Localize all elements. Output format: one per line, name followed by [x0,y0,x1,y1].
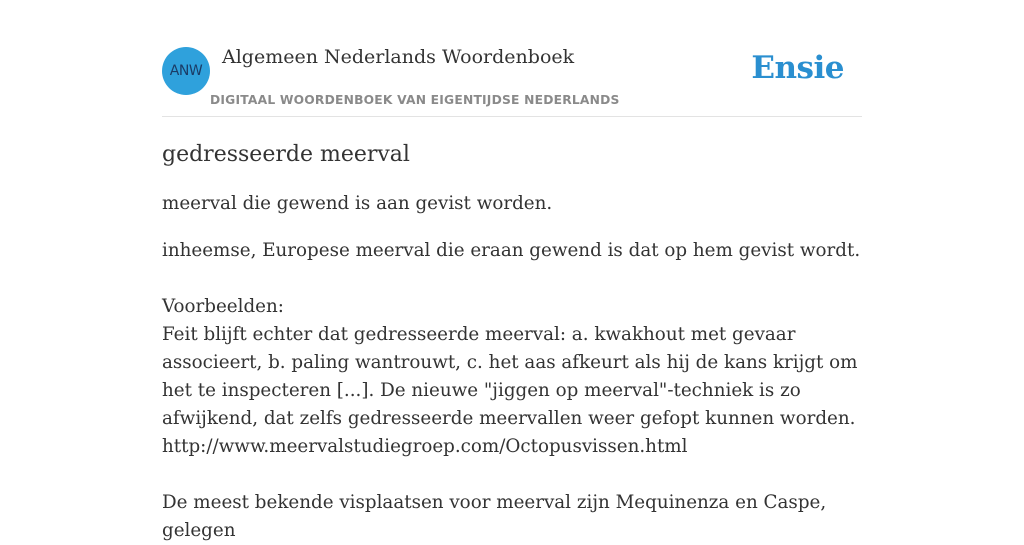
entry-content [162,140,862,545]
entry-definition: meerval die gewend is aan gevist worden. [162,193,553,214]
site-subtitle: DIGITAAL WOORDENBOEK VAN EIGENTIJDSE NEDERLANDS [210,93,620,107]
logo-text: ANW [169,63,203,79]
example-spacer [162,461,862,489]
examples-label: Voorbeelden: [162,296,284,317]
entry-gloss: inheemse, Europese meerval die eraan gewend is dat op hem gevist wordt. [162,240,861,261]
entry-title: gedresseerde meerval [162,142,410,167]
ensie-brand-logo[interactable]: Ensie [751,50,844,86]
anw-logo[interactable] [162,47,210,95]
site-header [162,0,862,117]
example-text: De meest bekende visplaatsen voor meerval zijn Mequinenza en Caspe, gelegen [162,492,827,541]
examples-section [162,293,862,545]
site-title[interactable]: Algemeen Nederlands Woordenboek [222,46,575,68]
example-source: http://www.meervalstudiegroep.com/Octopusvissen.html [162,436,688,457]
example-text: Feit blijft echter dat gedresseerde meerval: a. kwakhout met gevaar associeert, b. paling wantrouwt, c. het aas afkeurt als hij de kans krijgt om het te inspecteren [...]. De nieuwe "jiggen op meerval"-techniek is zo afwijkend, dat zelfs gedresseerde meervallen weer gefopt kunnen worden. [162,324,858,429]
